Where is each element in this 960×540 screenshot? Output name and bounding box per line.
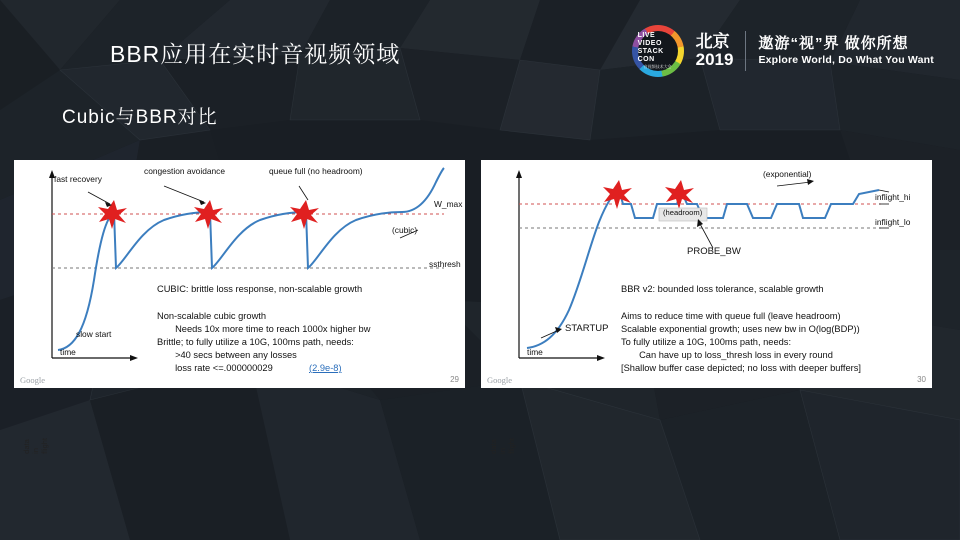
right-body-line-2: Aims to reduce time with queue full (leave headroom)	[621, 311, 841, 321]
right-google-brand: Google	[487, 375, 513, 385]
badge-line2: 音视频技术大会	[643, 64, 672, 69]
conference-logo	[632, 24, 934, 78]
left-google-brand: Google	[20, 375, 46, 385]
left-body-line-3: Needs 10x more time to reach 1000x higher bw	[157, 324, 371, 334]
right-body-line-1: BBR v2: bounded loss tolerance, scalable growth	[621, 284, 824, 294]
section-subtitle: Cubic与BBR对比	[62, 107, 218, 128]
left-body-line-6: loss rate <=.000000029	[157, 363, 273, 373]
slide-image-bbrv2	[481, 160, 932, 454]
left-page-number: 29	[450, 375, 459, 384]
right-body-line-3: Scalable exponential growth; uses new bw in O(log(BDP))	[621, 324, 860, 334]
annotation-probe-bw: PROBE_BW	[687, 246, 741, 257]
left-body-loss-rate-link[interactable]: (2.9e-8)	[309, 363, 342, 373]
annotation-cubic: (cubic)	[392, 225, 418, 235]
annotation-headroom: (headroom)	[663, 208, 703, 217]
right-y-axis-label: data in flight	[489, 438, 516, 454]
logo-divider	[745, 31, 746, 71]
annotation-wmax: W_max	[434, 199, 463, 209]
slide-image-cubic	[14, 160, 465, 454]
left-body-line-5: >40 secs between any losses	[157, 350, 297, 360]
left-y-axis-label: data in flight	[22, 438, 49, 454]
annotation-inflight-hi: inflight_hi	[875, 192, 911, 202]
left-body-line-2: Non-scalable cubic growth	[157, 311, 267, 321]
page-title: BBR应用在实时音视频领域	[110, 41, 401, 67]
annotation-congestion-avoidance: congestion avoidance	[144, 166, 226, 176]
livevideostack-badge-icon	[632, 25, 684, 77]
right-x-axis-label: time	[527, 347, 543, 357]
annotation-exponential: (exponential)	[763, 169, 812, 179]
annotation-ssthresh: ssthresh	[429, 259, 461, 269]
left-body-line-1: CUBIC: brittle loss response, non-scalable growth	[157, 284, 363, 294]
logo-year-text: 2019	[695, 50, 734, 69]
logo-city: 北京	[695, 32, 730, 52]
annotation-fast-recovery: fast recovery	[54, 174, 102, 184]
annotation-slow-start: slow start	[76, 329, 112, 339]
tagline-en: Explore World, Do What You Want	[758, 53, 934, 66]
logo-city-year	[696, 33, 734, 69]
annotation-startup: STARTUP	[565, 323, 609, 334]
right-body-line-6: [Shallow buffer case depicted; no loss with deeper buffers]	[621, 363, 861, 373]
annotation-queue-full: queue full (no headroom)	[269, 166, 363, 176]
annotation-inflight-lo: inflight_lo	[875, 217, 911, 227]
left-body-line-4: Brittle; to fully utilize a 10G, 100ms path, needs:	[157, 337, 354, 347]
logo-tagline	[758, 35, 934, 67]
left-x-axis-label: time	[60, 347, 76, 357]
tagline-cn: 遨游“视”界 做你所想	[758, 35, 909, 53]
right-body-line-5: Can have up to loss_thresh loss in every round	[621, 350, 833, 360]
right-page-number: 30	[917, 375, 926, 384]
badge-line1: LIVE VIDEO STACK CON	[637, 32, 664, 63]
right-body-line-4: To fully utilize a 10G, 100ms path, needs:	[621, 337, 792, 347]
